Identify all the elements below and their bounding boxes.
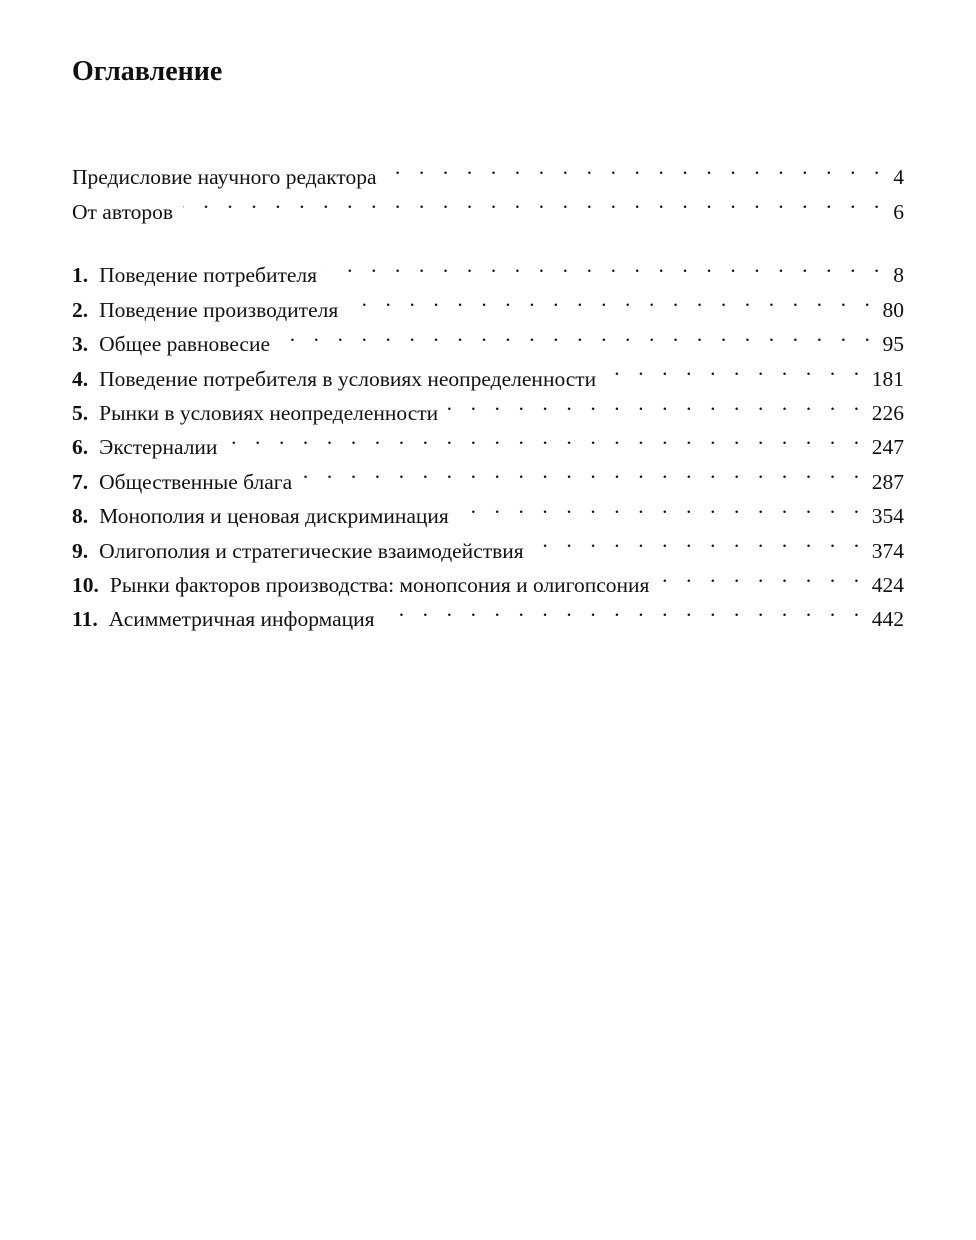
- chapter-page: 8: [893, 263, 904, 288]
- dot-leader: [327, 248, 886, 282]
- chapter-title: Монополия и ценовая дискриминация: [99, 504, 449, 529]
- chapter-page: 442: [871, 607, 904, 632]
- toc-entry-title: Предисловие научного редактора: [72, 165, 377, 190]
- chapter-number: 3.: [72, 332, 89, 357]
- dot-leader: [302, 454, 866, 488]
- chapter-number: 7.: [72, 469, 89, 494]
- dot-leader: [227, 420, 865, 454]
- dot-leader: [606, 351, 866, 385]
- chapter-page: 181: [871, 366, 904, 391]
- chapter-number: 8.: [72, 504, 89, 529]
- chapter-title: Поведение потребителя: [99, 263, 318, 288]
- dot-leader: [659, 558, 865, 592]
- chapter-title: Поведение потребителя в условиях неопределенности: [99, 366, 597, 391]
- chapter-title: Рынки в условиях неопределенности: [99, 400, 439, 425]
- dot-leader: [348, 282, 876, 316]
- dot-leader: [534, 523, 866, 557]
- dot-leader: [387, 150, 886, 184]
- dot-leader: [385, 592, 866, 626]
- chapter-title: Рынки факторов производства: монопсония и олигопсония: [109, 572, 650, 597]
- chapter-title: Поведение производителя: [99, 297, 339, 322]
- front-matter-list: [72, 150, 904, 224]
- chapter-page: 374: [871, 538, 904, 563]
- chapter-page: 424: [871, 572, 904, 597]
- dot-leader: [183, 184, 886, 218]
- dot-leader: [280, 317, 876, 351]
- chapter-number: 10.: [72, 572, 99, 597]
- toc-chapter-entry[interactable]: [72, 248, 904, 288]
- chapter-number: 6.: [72, 435, 89, 460]
- chapter-page: 354: [871, 504, 904, 529]
- chapter-page: 287: [871, 469, 904, 494]
- toc-entry-page: 4: [893, 165, 904, 190]
- page-title: Оглавление: [72, 56, 223, 87]
- chapter-number: 9.: [72, 538, 89, 563]
- chapter-title: Асимметричная информация: [108, 607, 375, 632]
- toc-entry-page: 6: [893, 199, 904, 224]
- dot-leader: [448, 386, 866, 420]
- toc-entry[interactable]: [72, 150, 904, 190]
- chapter-number: 11.: [72, 607, 98, 632]
- chapter-number: 4.: [72, 366, 89, 391]
- chapter-number: 5.: [72, 400, 89, 425]
- chapter-title: Экстерналии: [99, 435, 218, 460]
- chapter-page: 226: [871, 400, 904, 425]
- chapter-title: Олигополия и стратегические взаимодействия: [99, 538, 524, 563]
- chapter-number: 2.: [72, 297, 89, 322]
- chapter-page: 247: [871, 435, 904, 460]
- chapter-title: Общее равновесие: [99, 332, 271, 357]
- chapter-page: 95: [882, 332, 904, 357]
- chapter-page: 80: [882, 297, 904, 322]
- toc-entry-title: От авторов: [72, 199, 173, 224]
- toc-entry[interactable]: [72, 184, 904, 224]
- chapter-list: [72, 248, 904, 632]
- dot-leader: [459, 489, 866, 523]
- chapter-number: 1.: [72, 263, 89, 288]
- chapter-title: Общественные блага: [99, 469, 293, 494]
